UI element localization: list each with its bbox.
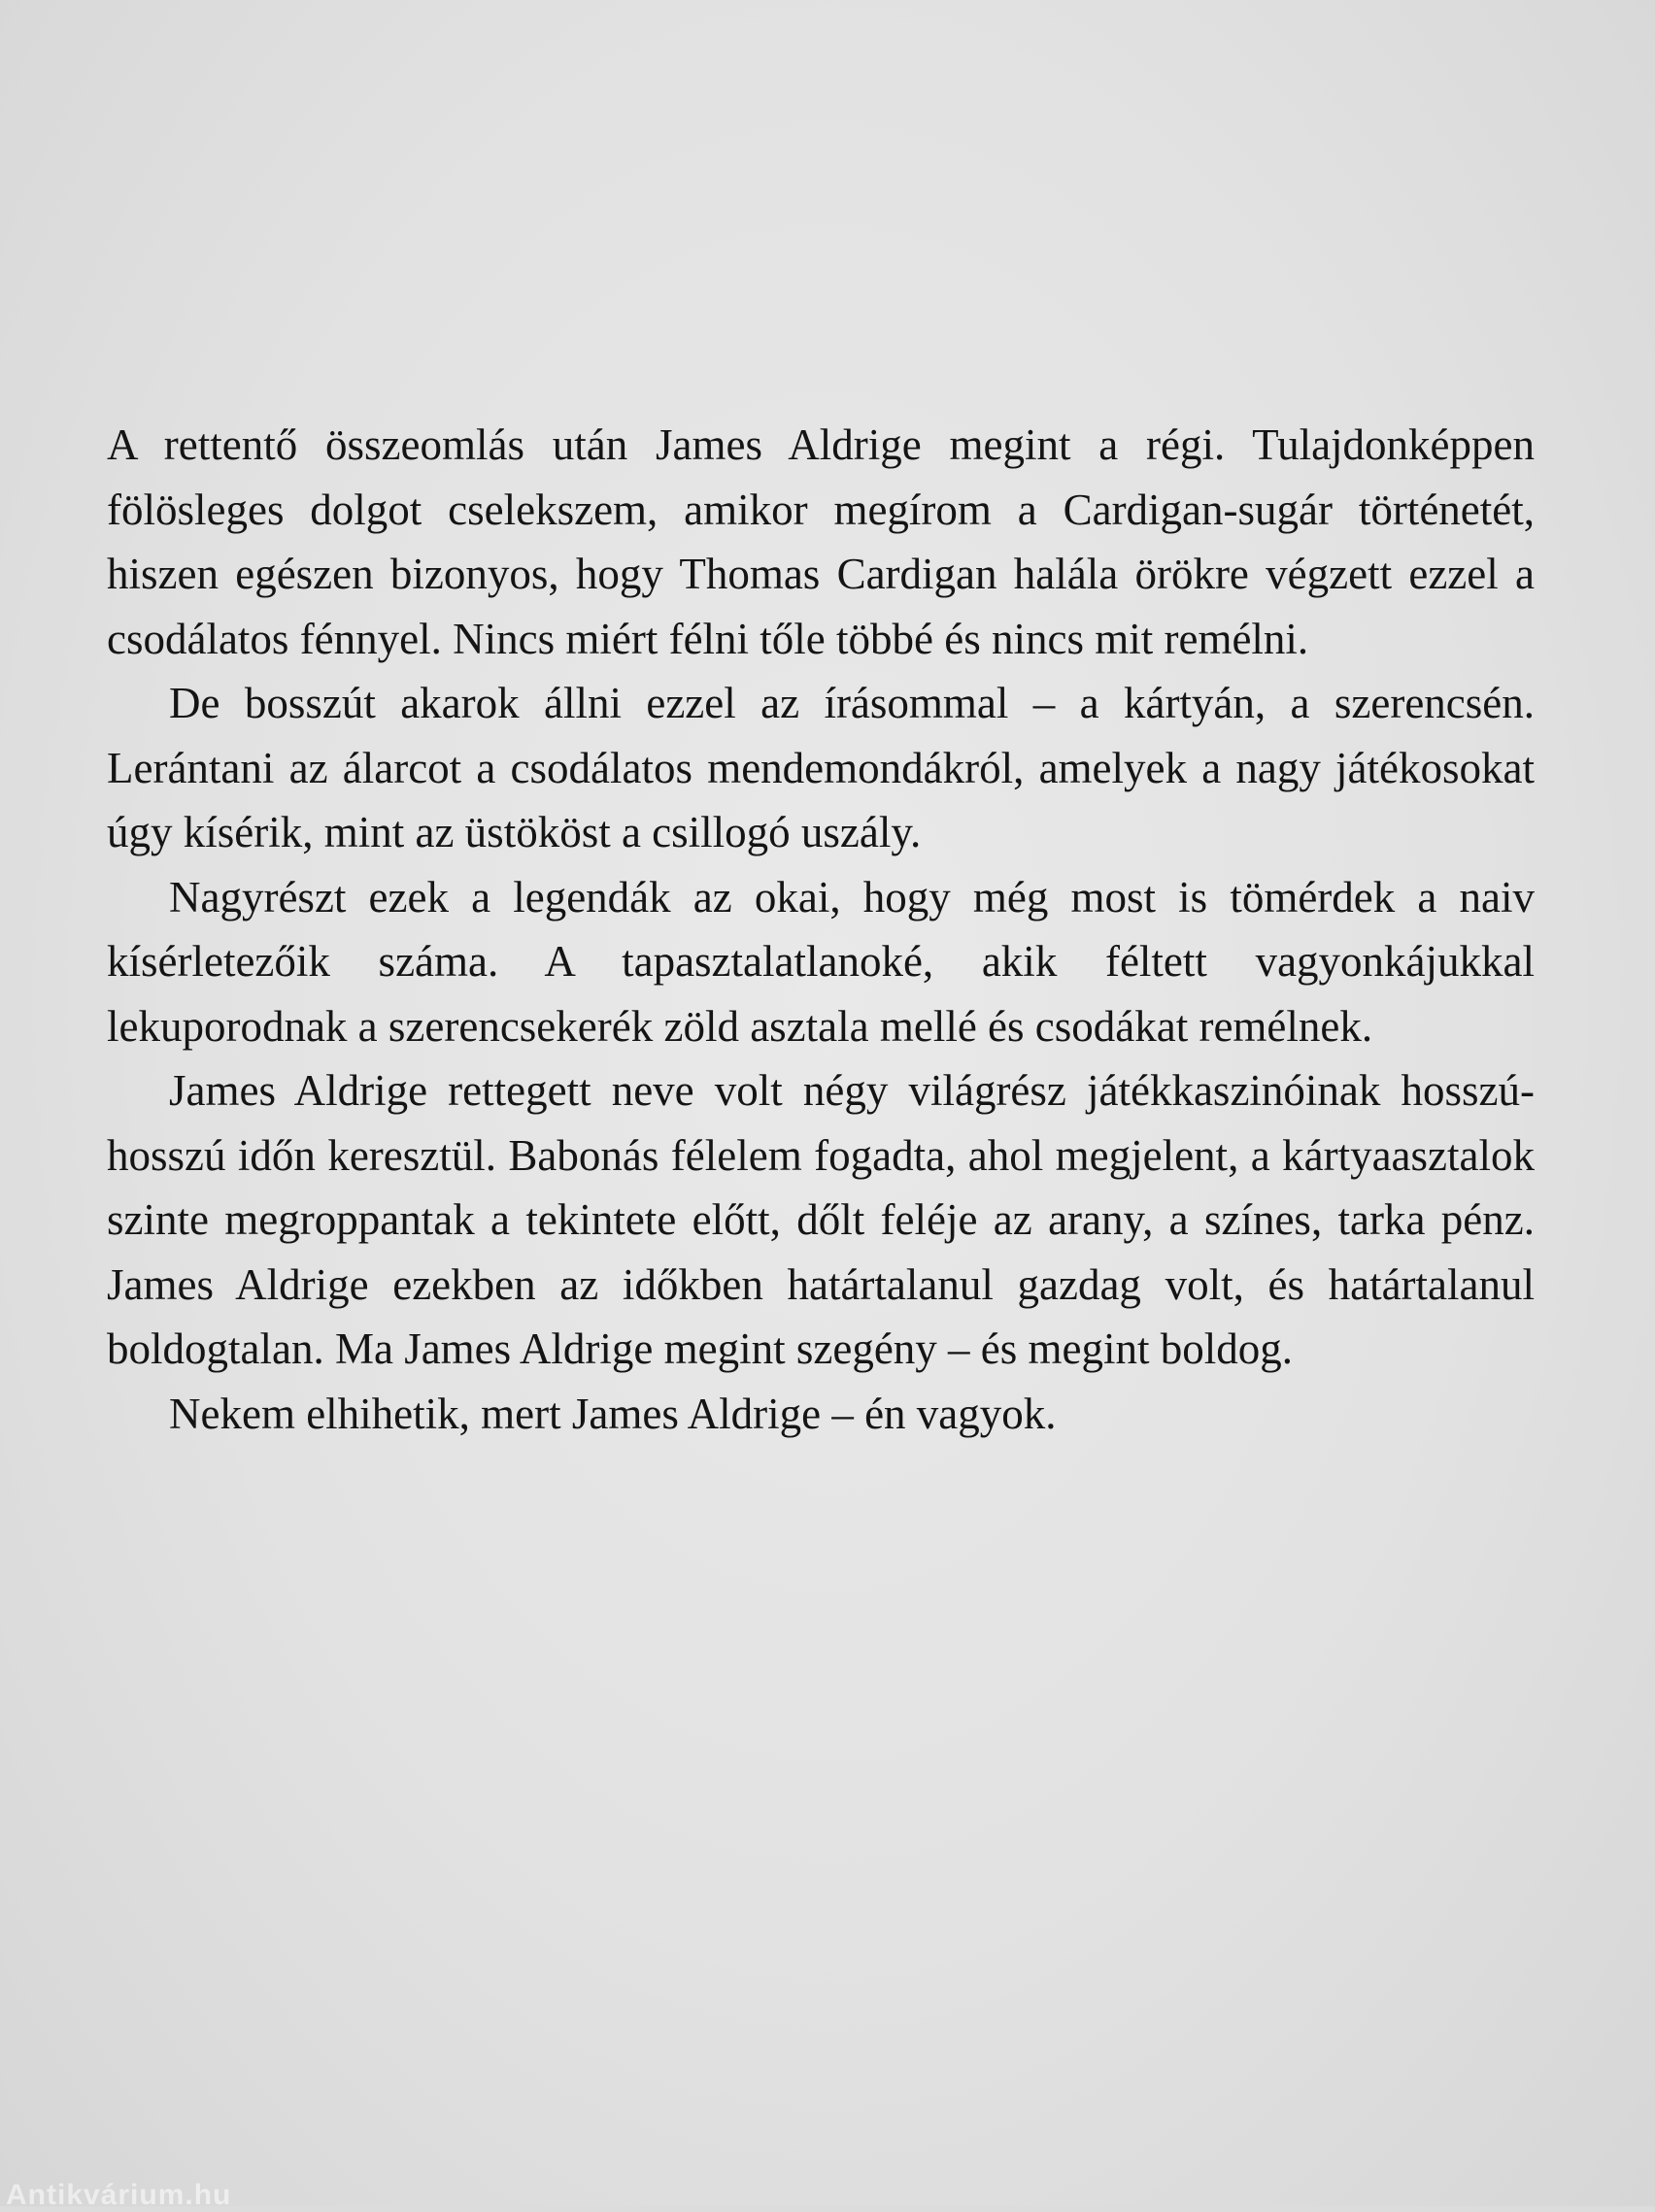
paragraph-4: James Aldrige rettegett neve volt négy világrész játékkaszinóinak hosszú-hosszú időn keresztül. Babonás félelem fogadta, ahol megjelent, a kártyaasztalok szinte megroppantak a tekintete előtt, dőlt feléje az arany, a színes, tarka pénz. James Aldrige ezekben az időkben határtalanul gazdag volt, és határtalanul boldogtalan. Ma James Aldrige megint szegény – és megint boldog. [107,1066,1535,1373]
paragraph-1: A rettentő összeomlás után James Aldrige megint a régi. Tulajdonképpen fölösleges dolgot cselekszem, amikor megírom a Cardigan-sugár történetét, hiszen egészen bizonyos, hogy Thomas Cardigan halála örökre végzett ezzel a csodálatos fénnyel. Nincs miért félni tőle többé és nincs mit remélni. [107,420,1535,663]
paragraph-3: Nagyrészt ezek a legendák az okai, hogy még most is tömérdek a naiv kísérletezőik száma. A tapasztalatlanoké, akik féltett vagyonkájukkal lekuporodnak a szerencsekerék zöld asztala mellé és csodákat remélnek. [107,872,1535,1051]
body-text [107,413,1535,1446]
paragraph-5: Nekem elhihetik, mert James Aldrige – én vagyok. [169,1389,1057,1438]
paragraph-2: De bosszút akarok állni ezzel az írásommal – a kártyán, a szerencsén. Lerántani az álarcot a csodálatos mendemondákról, amelyek a nagy játékosokat úgy kísérik, mint az üstököst a csillogó uszály. [107,679,1535,856]
watermark-logo: Antikvárium.hu [6,2179,232,2211]
